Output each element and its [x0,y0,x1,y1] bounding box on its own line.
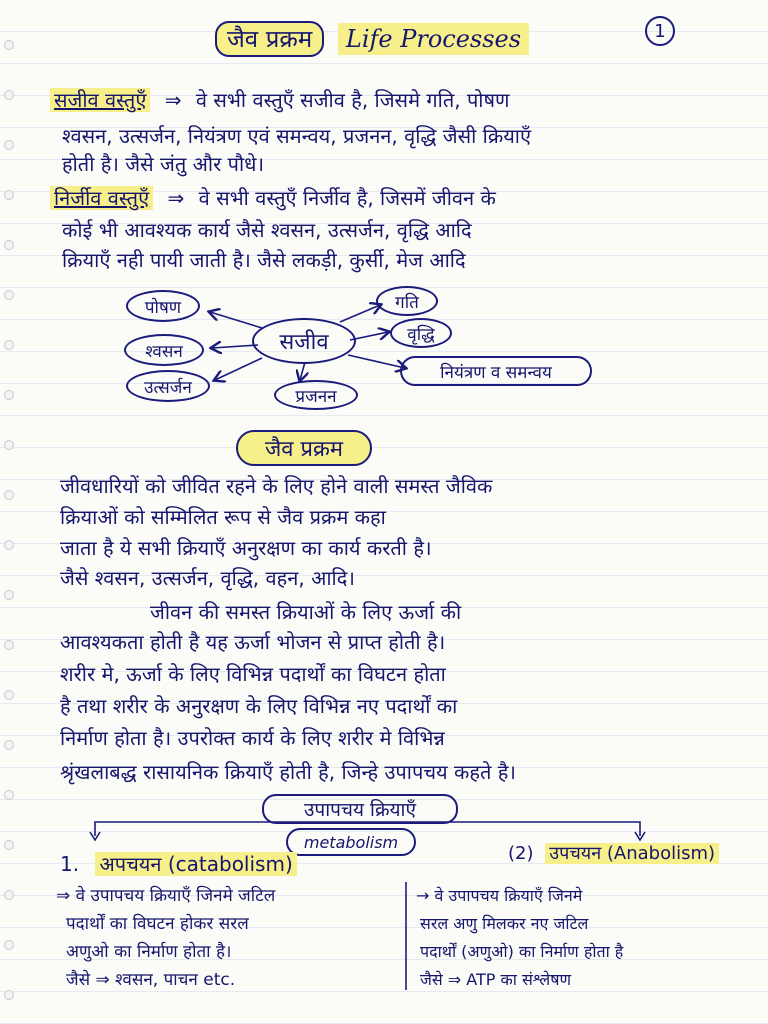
nonliving-term: निर्जीव वस्तुएँ [50,186,153,210]
living-line-2: श्वसन, उत्सर्जन, नियंत्रण एवं समन्वय, प्रजनन, वृद्धि जैसी क्रियाएँ [62,124,532,148]
nonliving-text-1: वे सभी वस्तुएँ निर्जीव है, जिसमें जीवन के [198,186,496,210]
life-process-p2-line-2: आवश्यकता होती है यह ऊर्जा भोजन से प्राप्त होती है। [60,630,446,654]
nonliving-line-3: क्रियाएँ नही पायी जाती है। जैसे लकड़ी, कुर्सी, मेज आदि [62,248,466,272]
catabolism-title-line [60,852,297,876]
life-process-p2-line-4: है तथा शरीर के अनुरक्षण के लिए विभिन्न नए पदार्थों का [60,694,458,718]
bubble-growth: वृद्धि [390,318,452,348]
living-line-3: होती है। जैसे जंतु और पौधे। [62,152,265,176]
life-process-p1-line-3: जाता है ये सभी क्रियाएँ अनुरक्षण का कार्य करती है। [60,536,432,560]
bubble-center-living: सजीव [252,318,356,364]
life-process-p2-line-5: निर्माण होता है। उपरोक्त कार्य के लिए शरीर मे विभिन्न [60,726,445,750]
life-process-p1-line-1: जीवधारियों को जीवित रहने के लिए होने वाली समस्त जैविक [60,474,493,498]
metabolism-english: metabolism [286,828,416,856]
title-hindi: जैव प्रक्रम [215,21,324,57]
bubble-reproduction: प्रजनन [274,380,358,410]
page-number: 1 [645,16,675,46]
life-process-p2-line-1: जीवन की समस्त क्रियाओं के लिए ऊर्जा की [150,600,462,624]
nonliving-arrow: ⇒ [167,186,185,210]
anabolism-title: उपचयन (Anabolism) [545,843,719,864]
catabolism-line-2: पदार्थों का विघटन होकर सरल [66,914,249,934]
catabolism-line-3: अणुओ का निर्माण होता है। [66,942,232,962]
title-english: Life Processes [338,23,529,55]
catabolism-line-1: ⇒ वे उपापचय क्रियाएँ जिनमे जटिल [56,886,276,906]
life-process-p1-line-2: क्रियाओं को सम्मिलित रूप से जैव प्रक्रम कहा [60,505,386,529]
anabolism-title-line [508,842,719,866]
anabolism-line-3: पदार्थों (अणुओ) का निर्माण होता है [420,942,624,961]
bubble-nutrition: पोषण [126,290,200,322]
living-arrow: ⇒ [164,88,182,112]
life-process-p1-line-4: जैसे श्वसन, उत्सर्जन, वृद्धि, वहन, आदि। [60,566,355,590]
bubble-respiration: श्वसन [124,334,204,366]
bubble-excretion: उत्सर्जन [126,370,210,402]
living-term: सजीव वस्तुएँ [50,88,150,112]
bubble-control-coordination: नियंत्रण व समन्वय [400,356,592,386]
metabolism-heading: उपापचय क्रियाएँ [262,794,458,824]
anabolism-line-4: जैसे ⇒ ATP का संश्लेषण [420,970,572,989]
living-text-1: वे सभी वस्तुएँ सजीव है, जिसमे गति, पोषण [195,88,510,112]
nonliving-line-2: कोई भी आवश्यक कार्य जैसे श्वसन, उत्सर्जन, वृद्धि आदि [62,218,472,242]
catabolism-number: 1. [60,852,80,876]
life-process-p2-line-3: शरीर मे, ऊर्जा के लिए विभिन्न पदार्थों का विघटन होता [60,662,446,686]
life-process-p2-line-6: श्रृंखलाबद्ध रासायनिक क्रियाएँ होती है, जिन्हे उपापचय कहते है। [60,760,516,784]
anabolism-number: (2) [508,843,534,864]
anabolism-line-1: → वे उपापचय क्रियाएँ जिनमे [416,886,583,905]
anabolism-line-2: सरल अणु मिलकर नए जटिल [420,914,589,933]
life-process-heading: जैव प्रक्रम [236,430,372,466]
bubble-movement: गति [376,286,438,316]
catabolism-title: अपचयन (catabolism) [95,852,296,876]
catabolism-line-4: जैसे ⇒ श्वसन, पाचन etc. [66,970,236,990]
